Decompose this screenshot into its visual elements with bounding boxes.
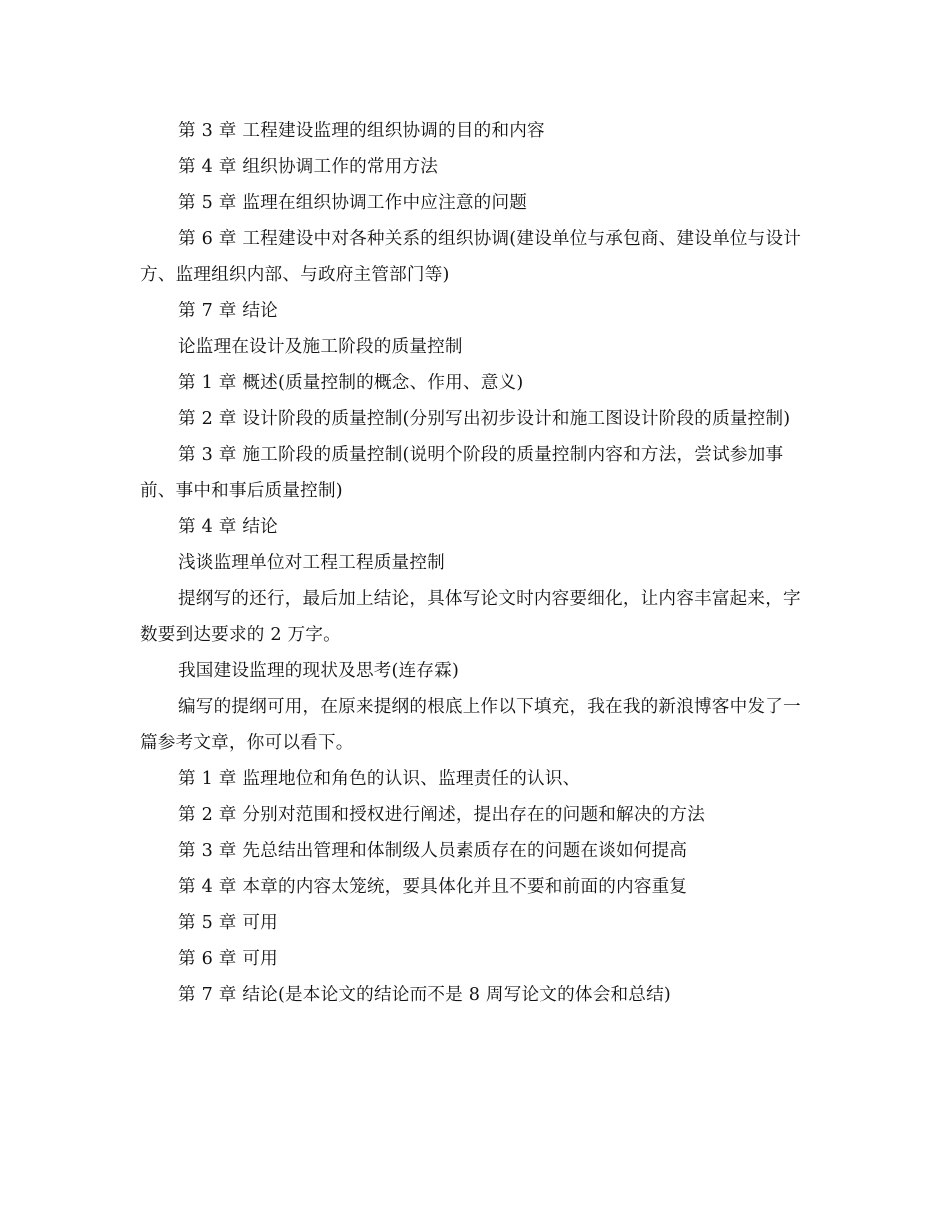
paragraph-quality-chapter-3: 第 3 章 施工阶段的质量控制(说明个阶段的质量控制内容和方法，尝试参加事前、事中和事后质量控制) — [140, 445, 784, 501]
paragraph-chapter-6-relationship-coordination: 第 6 章 工程建设中对各种关系的组织协调(建设单位与承包商、建设单位与设计方、监理组织内部、与政府主管部门等) — [140, 229, 802, 285]
paragraph-status-chapter-1: 第 1 章 监理地位和角色的认识、监理责任的认识、 — [178, 769, 581, 789]
paragraph-outline-comment: 提纲写的还行，最后加上结论，具体写论文时内容要细化，让内容丰富起来，字数要到达要求的 2 万字。 — [140, 589, 801, 645]
paragraph-quality-chapter-2: 第 2 章 设计阶段的质量控制(分别写出初步设计和施工图设计阶段的质量控制) — [178, 409, 791, 429]
paragraph-quality-chapter-4: 第 4 章 结论 — [178, 517, 278, 537]
paragraph-outline-feedback: 编写的提纲可用，在原来提纲的根底上作以下填充，我在我的新浪博客中发了一篇参考文章，你可以看下。 — [140, 697, 801, 753]
paragraph-status-thinking-title: 我国建设监理的现状及思考(连存霖) — [178, 661, 460, 681]
paragraph-status-chapter-5: 第 5 章 可用 — [178, 913, 278, 933]
paragraph-status-chapter-6: 第 6 章 可用 — [178, 949, 278, 969]
paragraph-chapter-5-coordination-issues: 第 5 章 监理在组织协调工作中应注意的问题 — [178, 193, 528, 213]
paragraph-chapter-3-coordination-purpose: 第 3 章 工程建设监理的组织协调的目的和内容 — [178, 121, 545, 141]
paragraph-status-chapter-7: 第 7 章 结论(是本论文的结论而不是 8 周写论文的体会和总结) — [178, 985, 671, 1005]
paragraph-chapter-4-coordination-methods: 第 4 章 组织协调工作的常用方法 — [178, 157, 439, 177]
document-body — [140, 113, 808, 1013]
paragraph-chapter-7-conclusion: 第 7 章 结论 — [178, 301, 278, 321]
paragraph-status-chapter-4: 第 4 章 本章的内容太笼统，要具体化并且不要和前面的内容重复 — [178, 877, 688, 897]
paragraph-quality-control-title: 论监理在设计及施工阶段的质量控制 — [178, 337, 463, 357]
paragraph-quality-chapter-1: 第 1 章 概述(质量控制的概念、作用、意义) — [178, 373, 524, 393]
paragraph-status-chapter-2: 第 2 章 分别对范围和授权进行阐述，提出存在的问题和解决的方法 — [178, 805, 705, 825]
paragraph-status-chapter-3: 第 3 章 先总结出管理和体制级人员素质存在的问题在谈如何提高 — [178, 841, 688, 861]
paragraph-supervision-unit-title: 浅谈监理单位对工程工程质量控制 — [178, 553, 445, 573]
